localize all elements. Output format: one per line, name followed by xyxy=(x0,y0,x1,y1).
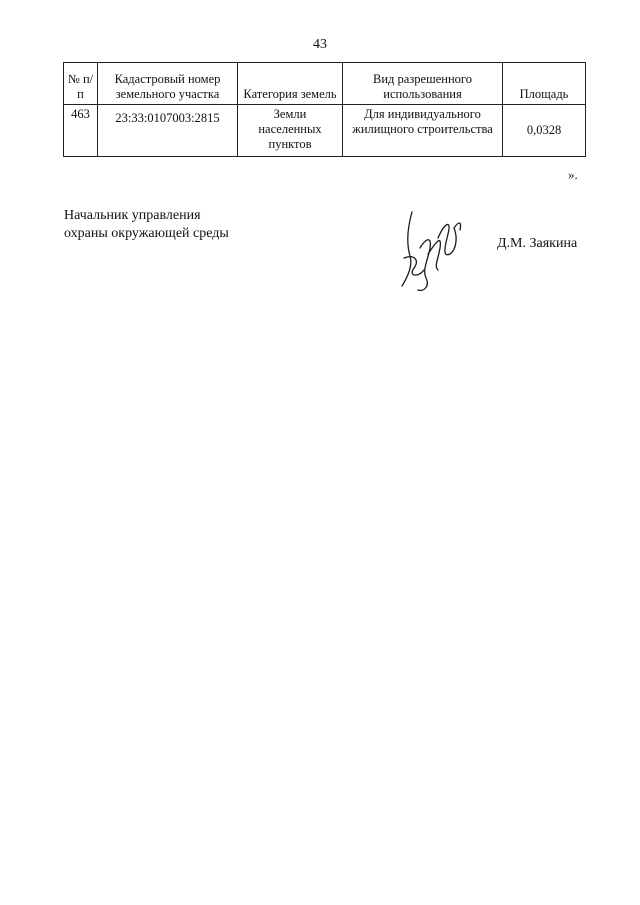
cell-use: Для индивидуального жилищного строительства xyxy=(343,105,503,157)
handwritten-signature xyxy=(398,208,464,296)
table-header-row xyxy=(64,63,586,105)
header-category: Категория земель xyxy=(238,63,343,105)
page-number: 43 xyxy=(313,37,327,52)
header-cadastral: Кадастровый номер земельного участка xyxy=(98,63,238,105)
signer-title-line-1: Начальник управления xyxy=(64,208,201,223)
cell-area: 0,0328 xyxy=(503,105,586,157)
header-use: Вид разрешенного использования xyxy=(343,63,503,105)
header-number: № п/п xyxy=(64,63,98,105)
signer-title-line-2: охраны окружающей среды xyxy=(64,226,229,241)
closing-quote: ». xyxy=(568,167,578,182)
parcels-table xyxy=(63,62,586,157)
cell-number: 463 xyxy=(64,105,98,157)
signer-title xyxy=(64,207,229,243)
cell-cadastral: 23:33:0107003:2815 xyxy=(98,105,238,157)
signer-name: Д.М. Заякина xyxy=(497,236,578,251)
cell-category: Земли населенных пунктов xyxy=(238,105,343,157)
table-row xyxy=(64,105,586,157)
header-area: Площадь xyxy=(503,63,586,105)
